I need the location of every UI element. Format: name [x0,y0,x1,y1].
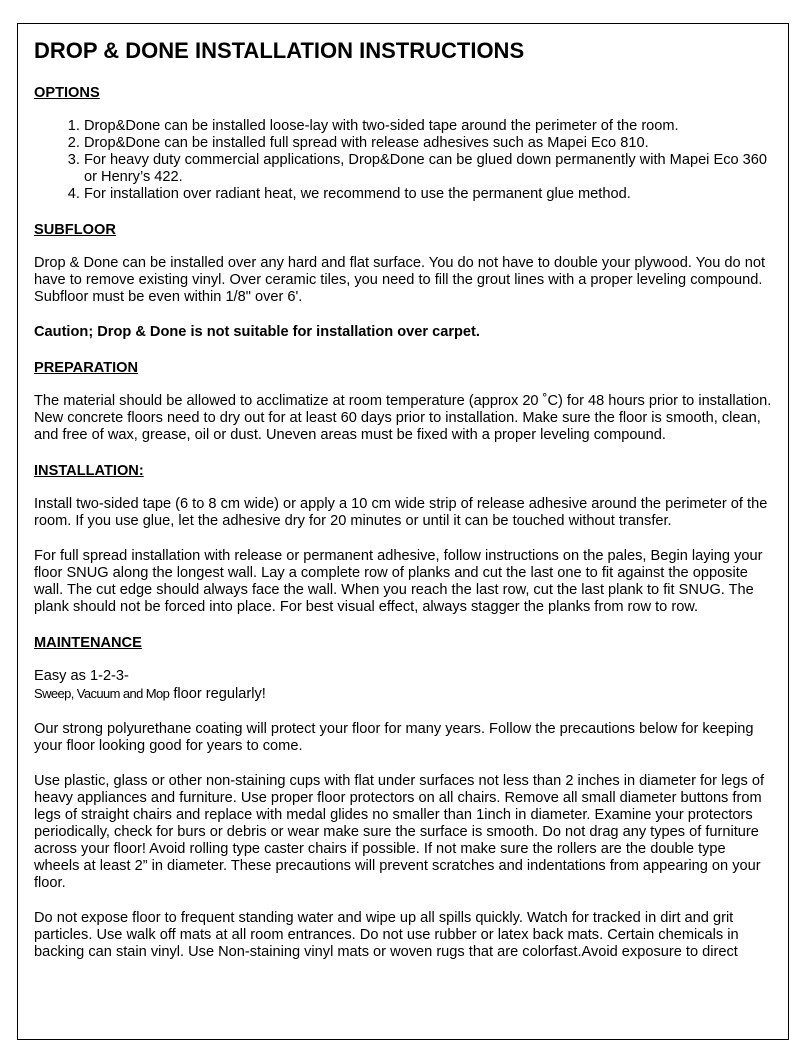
installation-section [34,462,772,616]
options-item: 2. Drop&Done can be installed full spread with release adhesives such as Mapei Eco 810. [84,135,772,152]
installation-paragraph-1: Install two-sided tape (6 to 8 cm wide) or apply a 10 cm wide strip of release adhesive around the perimeter of the room. If you use glue, let the adhesive dry for 20 minutes or until it can be touched without transfer. [34,496,768,529]
preparation-section [34,359,772,444]
options-item: 3. For heavy duty commercial applications, Drop&Done can be glued down permanently with Mapei Eco 360 or Henry’s 422. [84,152,772,186]
maintenance-paragraph-3: Do not expose floor to frequent standing water and wipe up all spills quickly. Watch for tracked in dirt and grit particles. Use walk off mats at all room entrances. Do not use rubber or latex back mats. Certain chemicals in backing can stain vinyl. Use Non-staining vinyl mats or woven rugs that are colorfast.Avoid exposure to direct [34,910,739,960]
maintenance-paragraph-2: Use plastic, glass or other non-staining cups with flat under surfaces not less than 2 inches in diameter for legs of heavy appliances and furniture. Use proper floor protectors on all chairs. Remove all small diameter buttons from legs of straight chairs and replace with medal glides no smaller than 1inch in diameter. Examine your protectors periodically, check for burs or debris or wear make sure the surface is smooth. Do not drag any types of furniture across your floor! Avoid rolling type caster chairs if possible. If not make sure the rollers are the double type wheels at least 2” in diameter. These precautions will prevent scratches and indentations from appearing on your floor. [34,773,765,891]
options-section [34,84,772,203]
easy-line: Easy as 1-2-3- [34,668,129,684]
document-title: DROP & DONE INSTALLATION INSTRUCTIONS [34,38,525,63]
page-frame [17,23,789,1040]
preparation-paragraph: The material should be allowed to acclimatize at room temperature (approx 20 ˚C) for 48 hours prior to installation. New concrete floors need to dry out for at least 60 days prior to installation. Make sure the floor is smooth, clean, and free of wax, grease, oil or dust. Uneven areas must be fixed with a proper leveling compound. [34,393,772,443]
installation-paragraph-2: For full spread installation with release or permanent adhesive, follow instructions on the pales, Begin laying your floor SNUG along the longest wall. Lay a complete row of planks and cut the last one to fit against the opposite wall. The cut edge should always face the wall. When you reach the last row, cut the last plank to fit SNUG. The plank should not be forced into place. For best visual effect, always stagger the planks from row to row. [34,548,763,615]
document-content [34,38,772,979]
installation-heading: INSTALLATION: [34,463,144,479]
subfloor-heading: SUBFLOOR [34,222,116,238]
sweep-vacuum-mop: Sweep, Vacuum and Mop [34,686,170,701]
options-list [34,118,772,203]
maintenance-easy [34,668,772,703]
preparation-heading: PREPARATION [34,360,139,376]
options-item: 4. For installation over radiant heat, we recommend to use the permanent glue method. [84,186,772,203]
caution-note: Caution; Drop & Done is not suitable for installation over carpet. [34,324,480,340]
subfloor-paragraph: Drop & Done can be installed over any hard and flat surface. You do not have to double your plywood. You do not have to remove existing vinyl. Over ceramic tiles, you need to fill the grout lines with a proper leveling compound. Subfloor must be even within 1/8" over 6'. [34,255,766,305]
sweep-rest: floor regularly! [169,686,266,702]
subfloor-section [34,221,772,341]
options-item: 1. Drop&Done can be installed loose-lay with two-sided tape around the perimeter of the room. [84,118,772,135]
options-heading: OPTIONS [34,85,100,101]
maintenance-heading: MAINTENANCE [34,635,142,651]
maintenance-paragraph-1: Our strong polyurethane coating will protect your floor for many years. Follow the precautions below for keeping your floor looking good for years to come. [34,721,754,754]
maintenance-section [34,634,772,961]
